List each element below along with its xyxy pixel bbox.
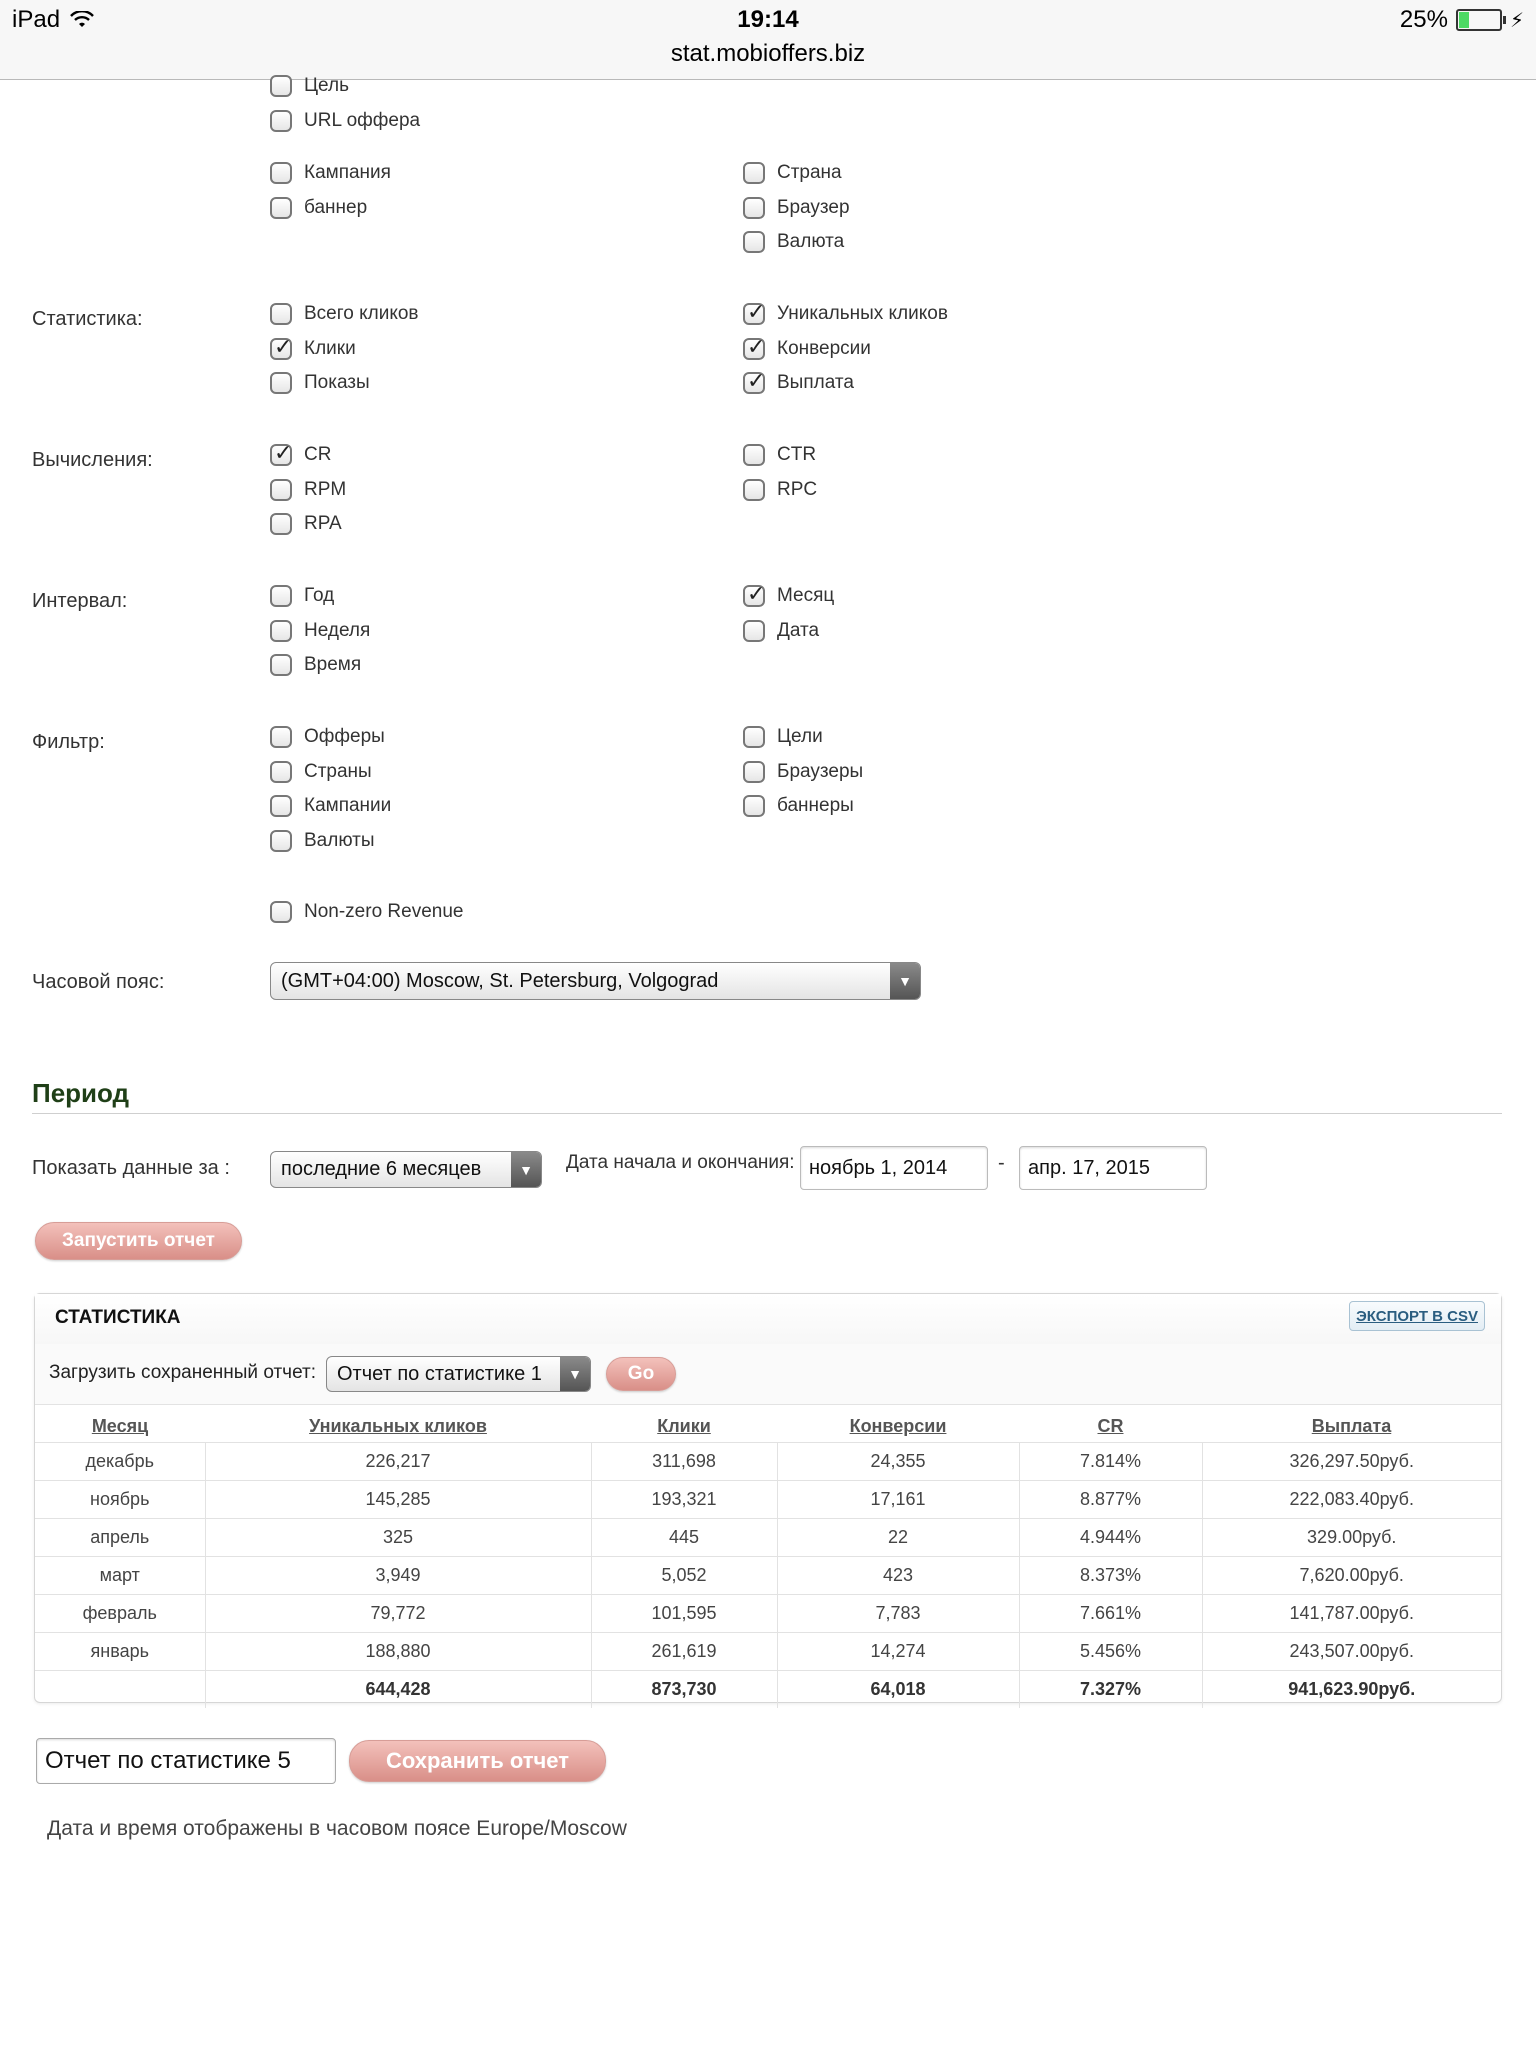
checkbox-label: Месяц xyxy=(777,585,835,606)
statistics-panel-header xyxy=(35,1294,1501,1345)
checkbox-rpc[interactable] xyxy=(743,477,817,503)
clock: 19:14 xyxy=(737,6,799,33)
end-date-input[interactable] xyxy=(1019,1146,1207,1190)
checkbox-ctr[interactable] xyxy=(743,442,816,468)
checkbox-label: Кампании xyxy=(304,795,392,817)
table-cell: 193,321 xyxy=(591,1481,777,1519)
checkbox-non-zero-revenue[interactable] xyxy=(270,899,463,925)
table-row xyxy=(35,1443,1501,1481)
checkbox-label: Показы xyxy=(304,372,370,394)
checkbox-empty-icon[interactable] xyxy=(270,372,292,394)
checkbox-empty-icon[interactable] xyxy=(270,75,292,97)
checkbox-empty-icon[interactable] xyxy=(743,795,765,817)
checkbox-label: Кампания xyxy=(304,162,391,183)
checkbox-empty-icon[interactable] xyxy=(270,901,292,923)
checkbox-баннеры[interactable] xyxy=(743,793,854,819)
checkbox-empty-icon[interactable] xyxy=(743,726,765,748)
period-heading: Период xyxy=(32,1078,130,1108)
checkbox-label: Год xyxy=(304,585,335,606)
checkbox-уникальных-кликов[interactable] xyxy=(743,301,948,327)
table-cell: 22 xyxy=(777,1519,1019,1557)
table-row xyxy=(35,1519,1501,1557)
table-cell: 24,355 xyxy=(777,1443,1019,1481)
table-cell: 141,787.00руб. xyxy=(1202,1595,1501,1633)
checkbox-label: Клики xyxy=(304,337,356,359)
charging-icon: ⚡ xyxy=(1509,9,1524,32)
timezone-value: (GMT+04:00) Moscow, St. Petersburg, Volgograd xyxy=(281,969,719,992)
save-report-button[interactable]: Сохранить отчет xyxy=(349,1740,606,1782)
table-cell: 261,619 xyxy=(591,1633,777,1671)
checkbox-empty-icon[interactable] xyxy=(743,620,765,642)
date-dash: - xyxy=(998,1152,1005,1174)
checkbox-empty-icon[interactable] xyxy=(743,231,765,253)
checkbox-label: RPM xyxy=(304,478,347,500)
period-range-value: последние 6 месяцев xyxy=(281,1158,482,1180)
column-header[interactable]: CR xyxy=(1097,1415,1124,1436)
chevron-down-icon: ▼ xyxy=(890,963,920,999)
table-cell: 445 xyxy=(591,1519,777,1557)
total-cell: 873,730 xyxy=(591,1671,777,1709)
table-body xyxy=(35,1443,1501,1709)
table-cell: 188,880 xyxy=(205,1633,591,1671)
checkbox-label: Цель xyxy=(304,75,349,96)
status-right xyxy=(1400,6,1524,34)
filter-label: Фильтр: xyxy=(32,731,105,753)
report-name-value: Отчет по статистике 5 xyxy=(45,1747,291,1774)
checkbox-url-оффера[interactable] xyxy=(270,108,420,134)
checkbox-цель[interactable] xyxy=(270,73,349,99)
total-cell: 941,623.90руб. xyxy=(1202,1671,1501,1709)
table-row xyxy=(35,1557,1501,1595)
table-cell: 329.00руб. xyxy=(1202,1519,1501,1557)
checkbox-label: Валюта xyxy=(777,231,845,253)
start-date-value: ноябрь 1, 2014 xyxy=(809,1156,948,1179)
table-cell: 14,274 xyxy=(777,1633,1019,1671)
battery-icon xyxy=(1456,9,1502,31)
checkbox-empty-icon[interactable] xyxy=(270,585,292,607)
checkbox-label: Non-zero Revenue xyxy=(304,901,464,922)
saved-report-select[interactable] xyxy=(326,1356,591,1392)
checkbox-empty-icon[interactable] xyxy=(270,197,292,219)
timezone-label: Часовой пояс: xyxy=(32,971,165,993)
checkbox-валюта[interactable] xyxy=(743,229,844,255)
interval-label: Интервал: xyxy=(32,590,128,612)
table-cell: март xyxy=(35,1557,205,1595)
table-cell: 7.661% xyxy=(1019,1595,1202,1633)
checkbox-label: Дата xyxy=(777,619,820,641)
checkbox-выплата[interactable] xyxy=(743,370,854,396)
table-cell: февраль xyxy=(35,1595,205,1633)
checkbox-label: Конверсии xyxy=(777,337,871,359)
checkbox-checked-icon[interactable] xyxy=(743,585,765,607)
total-cell: 7.327% xyxy=(1019,1671,1202,1709)
checkbox-label: Валюты xyxy=(304,830,375,852)
checkbox-empty-icon[interactable] xyxy=(270,761,292,783)
checkbox-empty-icon[interactable] xyxy=(270,513,292,535)
checkbox-label: Уникальных кликов xyxy=(777,303,948,324)
table-cell: 226,217 xyxy=(205,1443,591,1481)
table-cell: 5,052 xyxy=(591,1557,777,1595)
checkbox-label: Цели xyxy=(777,726,823,747)
checkbox-неделя[interactable] xyxy=(270,618,370,644)
checkbox-кампания[interactable] xyxy=(270,160,391,186)
checkbox-label: Время xyxy=(304,654,362,676)
statistics-label: Статистика: xyxy=(32,308,143,330)
column-header[interactable]: Конверсии xyxy=(849,1415,947,1436)
checkbox-label: Неделя xyxy=(304,619,371,641)
checkbox-конверсии[interactable] xyxy=(743,336,871,362)
date-range-label: Дата начала и окончания: xyxy=(566,1152,795,1173)
export-csv-button[interactable]: ЭКСПОРТ В CSV xyxy=(1349,1301,1485,1331)
checkbox-empty-icon[interactable] xyxy=(270,303,292,325)
table-cell: 7,783 xyxy=(777,1595,1019,1633)
checkbox-баннер[interactable] xyxy=(270,195,367,221)
checkbox-empty-icon[interactable] xyxy=(270,654,292,676)
checkbox-цели[interactable] xyxy=(743,724,823,750)
run-report-button[interactable]: Запустить отчет xyxy=(35,1222,242,1260)
total-cell: 64,018 xyxy=(777,1671,1019,1709)
table-cell: 311,698 xyxy=(591,1443,777,1481)
checkbox-empty-icon[interactable] xyxy=(270,620,292,642)
total-cell xyxy=(35,1671,205,1709)
checkbox-checked-icon[interactable] xyxy=(270,444,292,466)
battery-percent: 25% xyxy=(1399,6,1448,33)
table-row xyxy=(35,1481,1501,1519)
checkbox-label: RPC xyxy=(777,478,818,500)
device-name: iPad xyxy=(12,6,61,33)
checkbox-label: CTR xyxy=(777,444,817,465)
table-cell: 243,507.00руб. xyxy=(1202,1633,1501,1671)
checkbox-время[interactable] xyxy=(270,652,361,678)
checkbox-label: Офферы xyxy=(304,726,385,747)
total-cell: 644,428 xyxy=(205,1671,591,1709)
statistics-table xyxy=(35,1410,1501,1708)
start-date-input[interactable] xyxy=(800,1146,988,1190)
checkbox-label: Браузер xyxy=(777,196,850,218)
checkbox-страна[interactable] xyxy=(743,160,842,186)
battery-level-fill xyxy=(1459,12,1469,28)
table-cell: 5.456% xyxy=(1019,1633,1202,1671)
checkbox-месяц[interactable] xyxy=(743,583,834,609)
table-cell: 423 xyxy=(777,1557,1019,1595)
statistics-panel-title: СТАТИСТИКА xyxy=(55,1307,181,1328)
checkbox-label: баннеры xyxy=(777,795,854,817)
checkbox-empty-icon[interactable] xyxy=(743,162,765,184)
show-data-label: Показать данные за : xyxy=(32,1157,230,1179)
checkbox-всего-кликов[interactable] xyxy=(270,301,419,327)
checkbox-empty-icon[interactable] xyxy=(270,726,292,748)
period-range-select[interactable] xyxy=(270,1151,542,1188)
table-cell: 7,620.00руб. xyxy=(1202,1557,1501,1595)
load-saved-report-row xyxy=(35,1344,1501,1405)
checkbox-rpm[interactable] xyxy=(270,477,346,503)
saved-report-value: Отчет по статистике 1 xyxy=(337,1362,542,1385)
checkbox-дата[interactable] xyxy=(743,618,819,644)
table-cell: 8.373% xyxy=(1019,1557,1202,1595)
checkbox-валюты[interactable] xyxy=(270,828,375,854)
checkbox-страны[interactable] xyxy=(270,759,372,785)
column-header[interactable]: Выплата xyxy=(1311,1415,1392,1436)
timezone-select[interactable] xyxy=(270,962,921,1000)
checkbox-checked-icon[interactable] xyxy=(743,338,765,360)
calculations-label: Вычисления: xyxy=(32,449,153,471)
checkbox-empty-icon[interactable] xyxy=(270,162,292,184)
checkbox-checked-icon[interactable] xyxy=(270,338,292,360)
checkbox-label: Всего кликов xyxy=(304,303,419,324)
checkbox-браузер[interactable] xyxy=(743,195,850,221)
chevron-down-icon: ▼ xyxy=(560,1357,590,1391)
table-cell: 7.814% xyxy=(1019,1443,1202,1481)
table-cell: 79,772 xyxy=(205,1595,591,1633)
column-header[interactable]: Месяц xyxy=(91,1415,149,1436)
table-cell: ноябрь xyxy=(35,1481,205,1519)
checkbox-офферы[interactable] xyxy=(270,724,385,750)
checkbox-label: Страна xyxy=(777,162,842,183)
checkbox-empty-icon[interactable] xyxy=(270,830,292,852)
table-cell: декабрь xyxy=(35,1443,205,1481)
go-button[interactable]: Go xyxy=(606,1357,676,1391)
report-name-input[interactable] xyxy=(36,1738,336,1784)
checkbox-cr[interactable] xyxy=(270,442,331,468)
table-cell: 4.944% xyxy=(1019,1519,1202,1557)
checkbox-label: Браузеры xyxy=(777,760,864,782)
table-cell: 326,297.50руб. xyxy=(1202,1443,1501,1481)
end-date-value: апр. 17, 2015 xyxy=(1028,1156,1151,1179)
table-cell: 145,285 xyxy=(205,1481,591,1519)
checkbox-label: RPA xyxy=(304,513,342,535)
address-bar-url[interactable]: stat.mobioffers.biz xyxy=(670,40,866,67)
checkbox-label: баннер xyxy=(304,196,368,218)
table-cell: 222,083.40руб. xyxy=(1202,1481,1501,1519)
statistics-panel xyxy=(34,1293,1502,1703)
checkbox-показы[interactable] xyxy=(270,370,370,396)
status-bar xyxy=(0,0,1536,80)
load-saved-label: Загрузить сохраненный отчет: xyxy=(49,1362,316,1383)
table-total-row xyxy=(35,1671,1501,1709)
column-header[interactable]: Клики xyxy=(657,1415,711,1436)
table-cell: 325 xyxy=(205,1519,591,1557)
checkbox-rpa[interactable] xyxy=(270,511,342,537)
checkbox-empty-icon[interactable] xyxy=(270,479,292,501)
checkbox-checked-icon[interactable] xyxy=(743,303,765,325)
checkbox-empty-icon[interactable] xyxy=(743,197,765,219)
table-row xyxy=(35,1633,1501,1671)
table-cell: январь xyxy=(35,1633,205,1671)
table-row xyxy=(35,1595,1501,1633)
checkbox-empty-icon[interactable] xyxy=(743,444,765,466)
checkbox-label: URL оффера xyxy=(304,109,421,131)
chevron-down-icon: ▼ xyxy=(511,1152,541,1187)
checkbox-checked-icon[interactable] xyxy=(743,372,765,394)
checkbox-клики[interactable] xyxy=(270,336,356,362)
checkbox-кампании[interactable] xyxy=(270,793,391,819)
checkbox-label: Выплата xyxy=(777,372,854,394)
period-divider xyxy=(32,1113,1502,1114)
checkbox-empty-icon[interactable] xyxy=(743,479,765,501)
checkbox-браузеры[interactable] xyxy=(743,759,863,785)
checkbox-empty-icon[interactable] xyxy=(270,795,292,817)
checkbox-label: CR xyxy=(304,444,332,465)
table-cell: 8.877% xyxy=(1019,1481,1202,1519)
table-cell: апрель xyxy=(35,1519,205,1557)
checkbox-empty-icon[interactable] xyxy=(270,110,292,132)
checkbox-empty-icon[interactable] xyxy=(743,761,765,783)
table-header-row xyxy=(35,1410,1501,1443)
table-cell: 17,161 xyxy=(777,1481,1019,1519)
timezone-note: Дата и время отображены в часовом поясе Europe/Moscow xyxy=(47,1817,627,1840)
column-header[interactable]: Уникальных кликов xyxy=(309,1415,487,1436)
checkbox-год[interactable] xyxy=(270,583,334,609)
table-cell: 101,595 xyxy=(591,1595,777,1633)
table-cell: 3,949 xyxy=(205,1557,591,1595)
checkbox-label: Страны xyxy=(304,760,372,782)
